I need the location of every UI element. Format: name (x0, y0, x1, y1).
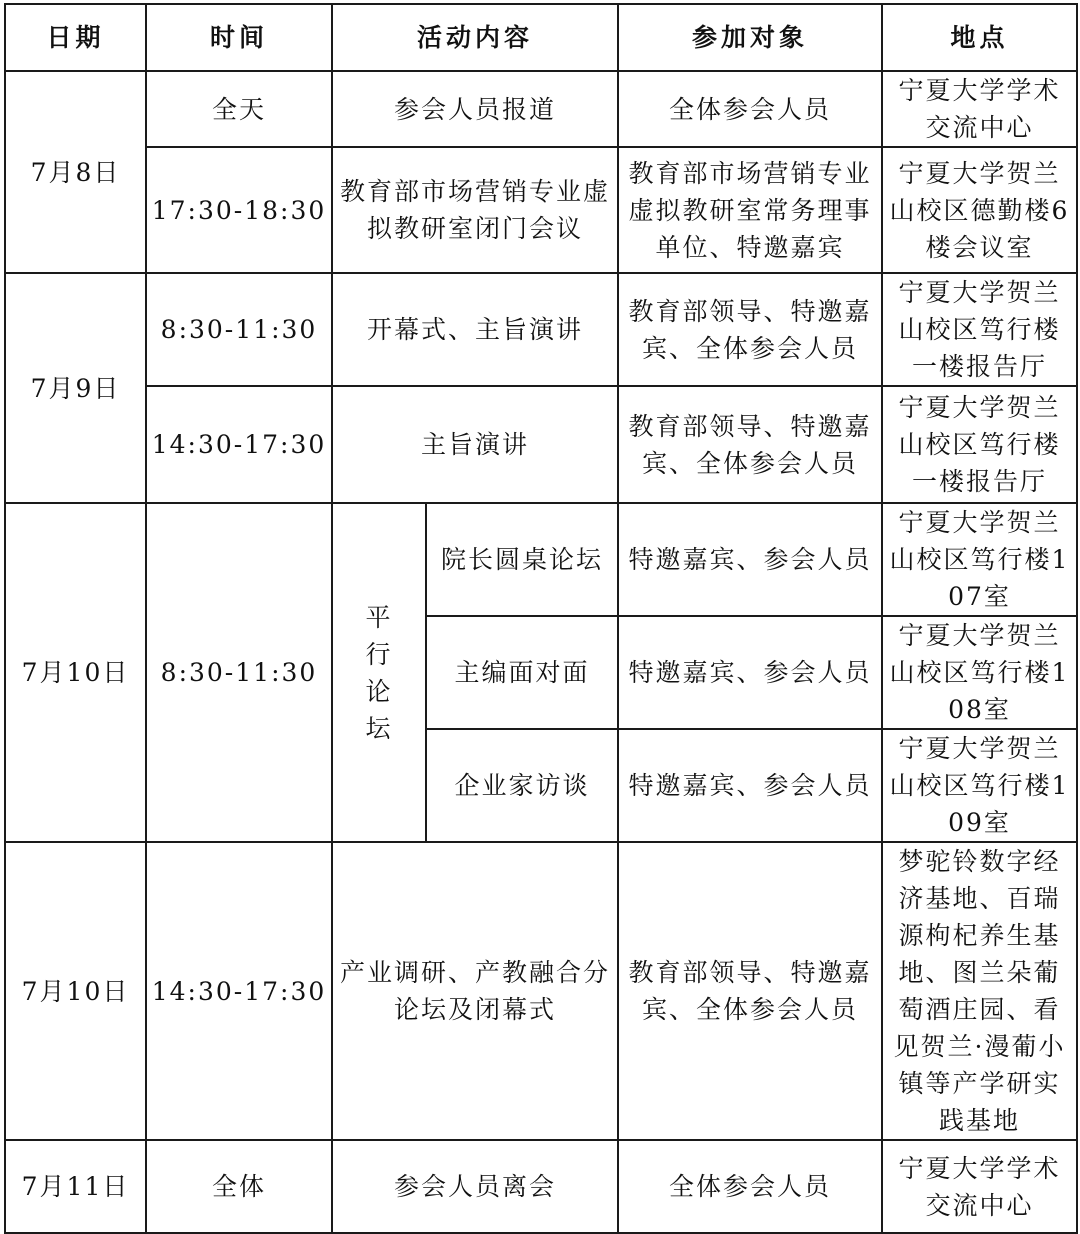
audience-cell: 特邀嘉宾、参会人员 (618, 616, 882, 729)
audience-cell: 特邀嘉宾、参会人员 (618, 503, 882, 616)
time-cell: 14:30-17:30 (146, 386, 332, 503)
table-row (5, 71, 1077, 147)
content-cell: 参会人员离会 (332, 1140, 618, 1233)
content-cell: 企业家访谈 (426, 729, 618, 842)
audience-cell: 教育部领导、特邀嘉宾、全体参会人员 (618, 273, 882, 386)
table-row (5, 503, 1077, 616)
date-cell: 7月9日 (5, 273, 146, 503)
time-cell: 14:30-17:30 (146, 842, 332, 1140)
content-cell: 教育部市场营销专业虚拟教研室闭门会议 (332, 147, 618, 273)
location-cell: 宁夏大学贺兰山校区笃行楼109室 (882, 729, 1077, 842)
time-cell: 8:30-11:30 (146, 273, 332, 386)
location-cell: 宁夏大学贺兰山校区德勤楼6楼会议室 (882, 147, 1077, 273)
time-cell: 全天 (146, 71, 332, 147)
table-row (5, 147, 1077, 273)
location-cell: 宁夏大学贺兰山校区笃行楼108室 (882, 616, 1077, 729)
content-cell: 开幕式、主旨演讲 (332, 273, 618, 386)
time-cell: 17:30-18:30 (146, 147, 332, 273)
table-row (5, 842, 1077, 1140)
time-cell: 8:30-11:30 (146, 503, 332, 842)
location-cell: 宁夏大学贺兰山校区笃行楼一楼报告厅 (882, 386, 1077, 503)
category-char: 行 (365, 639, 393, 669)
date-cell: 7月10日 (5, 842, 146, 1140)
time-cell: 全体 (146, 1140, 332, 1233)
header-location: 地点 (882, 4, 1077, 71)
content-cell: 主旨演讲 (332, 386, 618, 503)
parallel-forum-label (332, 503, 426, 842)
audience-cell: 教育部领导、特邀嘉宾、全体参会人员 (618, 842, 882, 1140)
date-cell: 7月8日 (5, 71, 146, 273)
date-cell: 7月10日 (5, 503, 146, 842)
content-cell: 主编面对面 (426, 616, 618, 729)
header-row (5, 4, 1077, 71)
category-char: 论 (365, 676, 393, 706)
location-cell: 宁夏大学学术交流中心 (882, 1140, 1077, 1233)
table-row (5, 273, 1077, 386)
content-cell: 产业调研、产教融合分论坛及闭幕式 (332, 842, 618, 1140)
table-row (5, 386, 1077, 503)
header-content: 活动内容 (332, 4, 618, 71)
location-cell: 梦驼铃数字经济基地、百瑞源枸杞养生基地、图兰朵葡萄酒庄园、看见贺兰·漫葡小镇等产学研实践基地 (882, 842, 1077, 1140)
schedule-table (4, 3, 1078, 1234)
location-cell: 宁夏大学贺兰山校区笃行楼107室 (882, 503, 1077, 616)
audience-cell: 教育部领导、特邀嘉宾、全体参会人员 (618, 386, 882, 503)
header-date: 日期 (5, 4, 146, 71)
category-char: 平 (365, 602, 393, 632)
content-cell: 参会人员报道 (332, 71, 618, 147)
audience-cell: 特邀嘉宾、参会人员 (618, 729, 882, 842)
audience-cell: 全体参会人员 (618, 71, 882, 147)
audience-cell: 全体参会人员 (618, 1140, 882, 1233)
header-time: 时间 (146, 4, 332, 71)
location-cell: 宁夏大学学术交流中心 (882, 71, 1077, 147)
category-char: 坛 (365, 713, 393, 743)
date-cell: 7月11日 (5, 1140, 146, 1233)
table-row (5, 1140, 1077, 1233)
audience-cell: 教育部市场营销专业虚拟教研室常务理事单位、特邀嘉宾 (618, 147, 882, 273)
header-audience: 参加对象 (618, 4, 882, 71)
location-cell: 宁夏大学贺兰山校区笃行楼一楼报告厅 (882, 273, 1077, 386)
content-cell: 院长圆桌论坛 (426, 503, 618, 616)
